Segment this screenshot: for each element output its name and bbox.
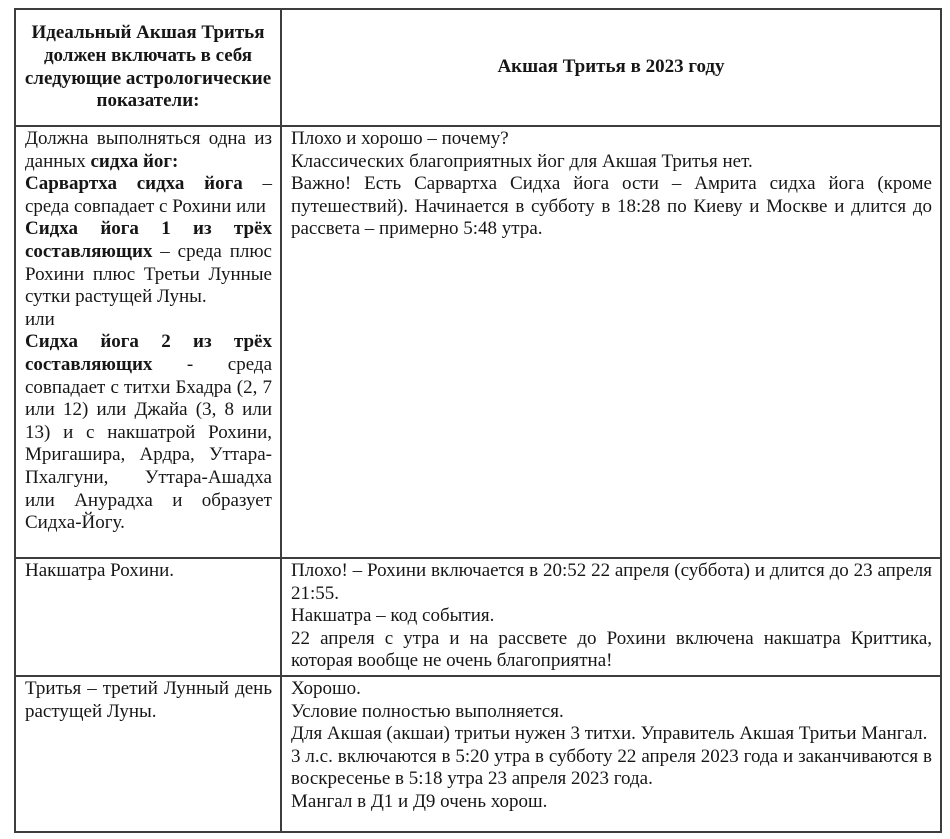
text-run: Плохо! – Рохини включается в 20:52 22 апреля (суббота) и длится до 23 апреля 21:55. [291,560,932,604]
paragraph [25,173,272,218]
paragraph [291,605,932,628]
table-header-row [15,9,941,126]
bold-text-run: сидха йог: [90,150,179,172]
text-run: или [25,308,55,330]
paragraph [291,151,932,174]
bold-text-run: Сидха йога 1 из трёх составляющих [25,218,272,262]
text-run: Классических благоприятных йог для Акшая Тритья нет. [291,150,753,172]
bold-text-run: Сидха йога 2 из трёх составляющих [25,331,272,375]
paragraph [25,128,272,173]
text-run: Должна выполняться одна из данных [25,128,272,172]
text-run: 3 л.с. включаются в 5:20 утра в субботу 22 апреля 2023 года и заканчиваются в воскресенье в 5:18 утра 23 апреля 2023 года. [291,745,932,790]
paragraph [291,791,932,814]
text-run: Хорошо. [291,677,361,699]
paragraph [291,678,932,701]
text-run: – среда совпадает с Рохини или [25,173,273,217]
paragraph [291,746,932,791]
header-criteria-cell: Идеальный Акшая Тритья должен включать в себя следующие астрологические показатели: [15,9,281,126]
text-run: Мангал в Д1 и Д9 очень хорош. [291,790,548,812]
text-run: 22 апреля с утра и на рассвете до Рохини включена накшатра Криттика, которая вообще не очень благоприятна! [291,627,932,672]
paragraph [291,723,932,746]
text-run: Накшатра Рохини. [25,560,175,581]
paragraph [25,309,272,332]
header-year-cell: Акшая Тритья в 2023 году [281,9,941,126]
text-run: – среда плюс Рохини плюс Третьи Лунные сутки растущей Луны. [25,240,272,308]
paragraph [25,331,272,534]
criteria-cell [15,126,281,558]
bold-text-run: Сарвартха сидха йога [25,173,243,195]
criteria-cell [15,676,281,832]
paragraph [291,560,932,605]
paragraph [291,173,932,241]
paragraph [291,128,932,151]
assessment-cell [281,676,941,832]
paragraph [25,678,272,723]
text-run: Условие полностью выполняется. [291,700,564,722]
table-row-2 [15,558,941,676]
paragraph [25,218,272,308]
table-body [15,9,941,832]
criteria-cell [15,558,281,676]
paragraph [291,628,932,673]
assessment-cell [281,558,941,676]
assessment-cell [281,126,941,558]
paragraph [25,560,272,583]
text-run: Накшатра – код события. [291,605,495,627]
text-run: Для Акшая (акшаи) тритьи нужен 3 титхи. Управитель Акшая Тритьи Мангал. [291,723,928,745]
text-run: Важно! Есть Сарвартха Сидха йога ости – Амрита сидха йога (кроме путешествий). Начинается в субботу в 18:28 по Киеву и Москве и длится до рассвета – примерно 5:48 утра. [291,173,932,240]
text-run: Плохо и хорошо – почему? [291,128,509,149]
akshaya-tritiya-table [14,8,942,833]
table-row-1 [15,126,941,558]
text-run: - среда совпадает с титхи Бхадра (2, 7 или 12) или Джайа (3, 8 или 13) и с накшатрой Рохини, Мригашира, Ардра, Уттара-Пхалгуни, Уттара-Ашадха или Анурадха и образует Сидха-Йогу. [25,353,272,534]
table-row-3 [15,676,941,832]
text-run: Тритья – третий Лунный день растущей Луны. [25,677,272,722]
paragraph [291,701,932,724]
